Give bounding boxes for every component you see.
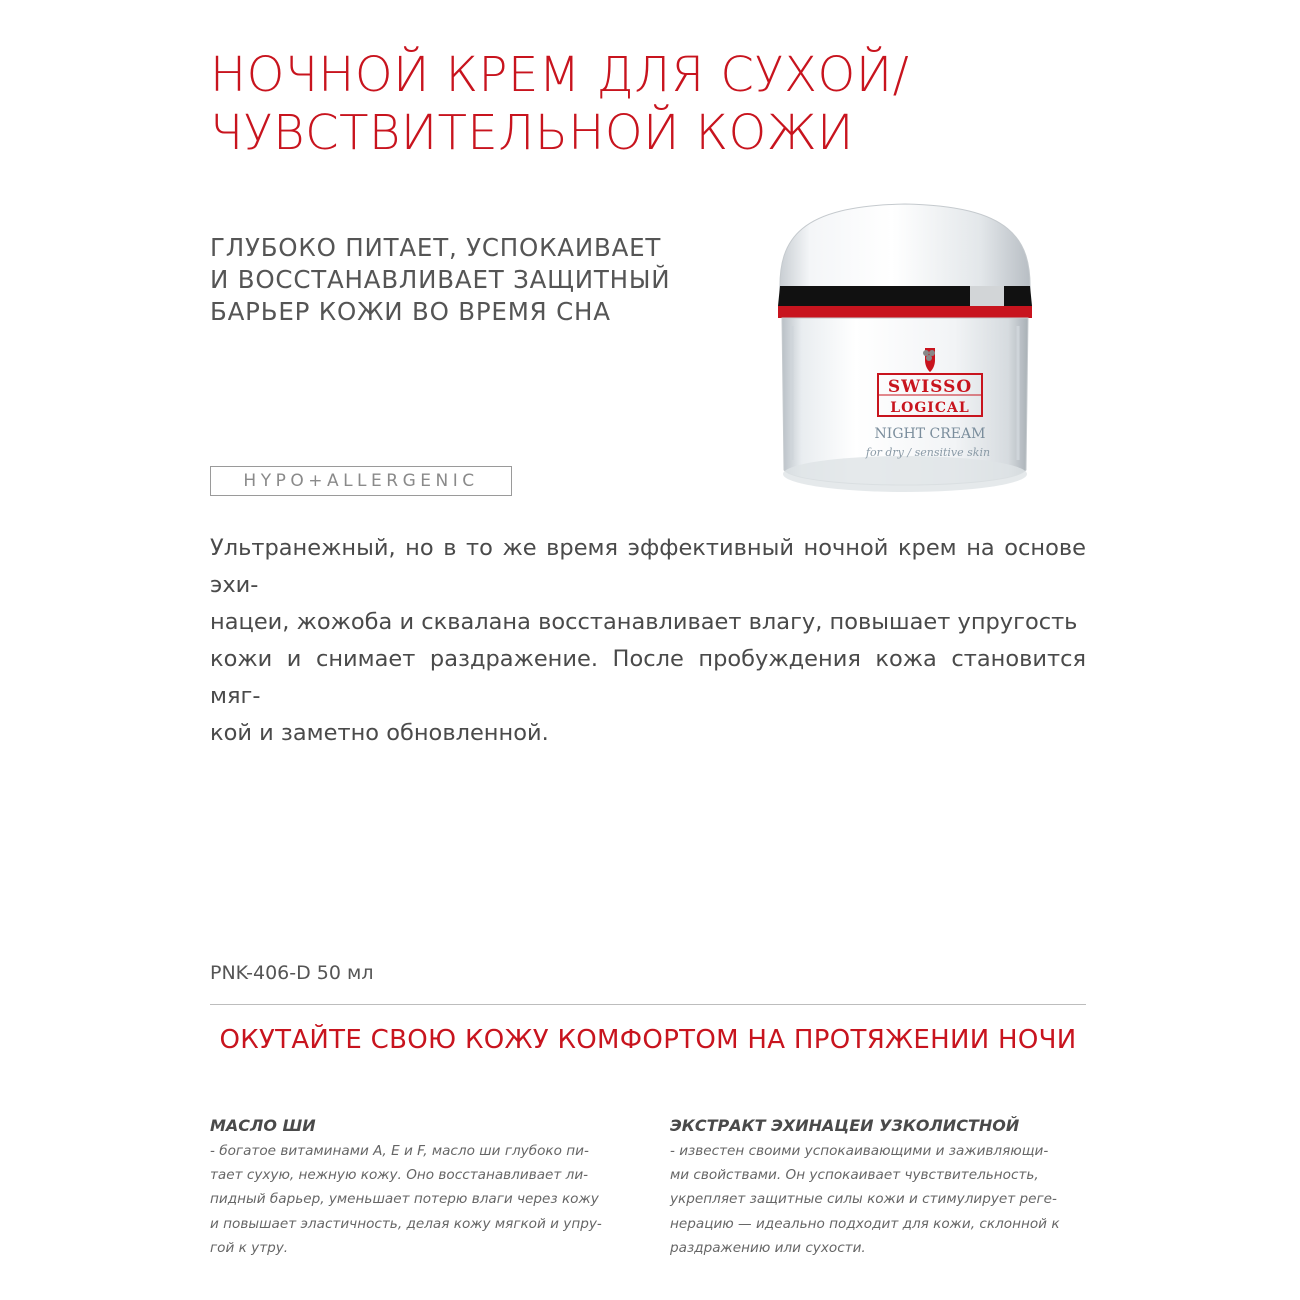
ingredient-text-line: укрепляет защитные силы кожи и стимулирует реге-: [670, 1191, 1057, 1208]
ingredient-text-line: нерацию — идеально подходит для кожи, склонной к: [670, 1215, 1060, 1232]
ingredient-text-line: - известен своими успокаивающими и заживляющи-: [670, 1143, 1049, 1159]
ingredient-title: МАСЛО ШИ: [210, 1116, 316, 1135]
brand-logo-line1: SWISSO: [887, 377, 973, 397]
subtitle-line: БАРЬЕР КОЖИ ВО ВРЕМЯ СНА: [210, 297, 611, 326]
page-title: [210, 46, 1110, 162]
description-line: кожи и снимает раздражение. После пробуждения кожа становится мяг-: [210, 646, 1086, 709]
ingredient-text-line: - богатое витаминами А, Е и F, масло ши глубоко пи-: [210, 1143, 589, 1159]
brand-logo-line2: LOGICAL: [890, 400, 970, 416]
description-line: кой и заметно обновленной.: [210, 720, 549, 746]
ingredient-text: [670, 1139, 1086, 1260]
product-jar-image: [770, 198, 1040, 498]
slogan: ОКУТАЙТЕ СВОЮ КОЖУ КОМФОРТОМ НА ПРОТЯЖЕНИИ НОЧИ: [219, 1025, 1077, 1055]
hypoallergenic-badge: HYPO+ALLERGENIC: [210, 466, 512, 496]
ingredient-text: [210, 1139, 626, 1260]
ingredient-text-line: ми свойствами. Он успокаивает чувствительность,: [670, 1167, 1039, 1184]
title-line: ЧУВСТВИТЕЛЬНОЙ КОЖИ: [210, 105, 854, 161]
ingredient-text-line: тает сухую, нежную кожу. Оно восстанавливает ли-: [210, 1167, 589, 1184]
ingredient-text-line: пидный барьер, уменьшает потерю влаги через кожу: [210, 1191, 599, 1208]
description-line: Ультранежный, но в то же время эффективный ночной крем на основе эхи-: [210, 535, 1086, 598]
ingredient-title: ЭКСТРАКТ ЭХИНАЦЕИ УЗКОЛИСТНОЙ: [670, 1116, 1020, 1135]
description-line: нацеи, жожоба и сквалана восстанавливает влагу, повышает упругость: [210, 609, 1078, 635]
ingredient-text-line: раздражению или сухости.: [670, 1239, 866, 1256]
title-line: НОЧНОЙ КРЕМ ДЛЯ СУХОЙ/: [210, 47, 910, 103]
product-label-name: NIGHT CREAM: [874, 426, 986, 442]
product-sku: PNK-406-D 50 мл: [210, 962, 374, 984]
ingredient-shea-butter: [210, 1113, 626, 1260]
ingredient-echinacea-extract: [670, 1113, 1086, 1260]
subtitle-line: ГЛУБОКО ПИТАЕТ, УСПОКАИВАЕТ: [210, 233, 662, 262]
divider: [210, 1004, 1086, 1005]
ingredient-text-line: и повышает эластичность, делая кожу мягкой и упру-: [210, 1215, 602, 1232]
product-label-sub: for dry / sensitive skin: [865, 446, 991, 459]
ingredient-text-line: гой к утру.: [210, 1239, 289, 1256]
subtitle-line: И ВОССТАНАВЛИВАЕТ ЗАЩИТНЫЙ: [210, 265, 671, 294]
subtitle: [210, 232, 770, 328]
product-description: [210, 530, 1086, 752]
